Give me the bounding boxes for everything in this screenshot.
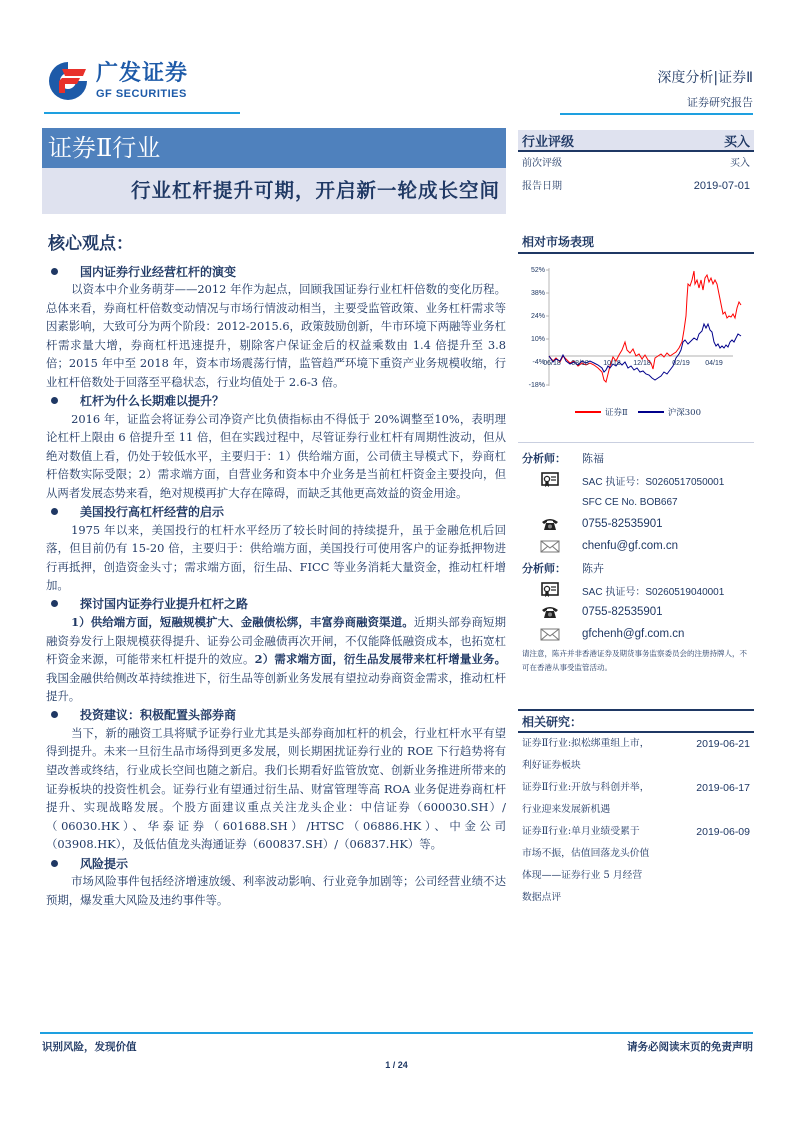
svg-text:-18%: -18%	[528, 382, 545, 389]
analyst-1-email-row	[518, 535, 754, 557]
section-heading: 投资建议：积极配置头部券商	[80, 708, 237, 723]
certificate-icon	[518, 582, 582, 598]
license-note: 请注意，陈卉并非香港证券及期货事务监察委员会的注册持牌人，不可在香港从事受监管活动。	[522, 649, 747, 672]
svg-text:06/18: 06/18	[543, 360, 561, 367]
svg-text:08/18: 08/18	[571, 360, 589, 367]
report-type: 深度分析|证券Ⅱ	[657, 70, 753, 86]
email-icon	[518, 540, 582, 553]
section-why-leverage-low	[46, 392, 506, 503]
relative-performance-chart	[518, 262, 754, 412]
svg-text:04/19: 04/19	[705, 360, 723, 367]
section-heading: 杠杆为什么长期难以提升？	[80, 394, 225, 409]
section-body: 当下，新的融资工具将赋予证券行业尤其是头部券商加杠杆的机会，行业杠杆水平有望得到提升。未来一旦衍生品市场得到更多发展，则长期困扰证券行业的 ROE 下行趋势将有望改善或终结，行业成长空间也随之新启。我们长期看好监管放宽、创新业务推进所带来的证券板块的投资性机会。证券行业有望通过衍生品、财富管理等高 ROA 业务促进券商杠杆提升、实现战略发展。个股方面建议重点关注龙头企业：中信证券（600030.SH）/（06030.HK）、华泰证券（601688.SH）/HTSC（06886.HK）、中金公司（03908.HK），及低估值龙头海通证券（600837.SH）/（06837.HK）等。	[46, 725, 506, 852]
sac-license: SAC 执证号：S0260517050001	[582, 476, 725, 488]
bullet-icon	[51, 397, 58, 404]
svg-text:10%: 10%	[530, 336, 545, 343]
analyst-info	[518, 442, 754, 675]
telephone-icon	[518, 605, 582, 619]
related-report[interactable]	[518, 777, 754, 821]
related-research	[518, 709, 754, 909]
section-path-to-leverage	[46, 595, 506, 706]
related-title: 证券Ⅱ行业:开放与科创并举，	[522, 782, 650, 793]
email-address[interactable]: chenfu@gf.com.cn	[582, 540, 679, 552]
section-heading: 探讨国内证券行业提升杠杆之路	[80, 597, 249, 612]
footer-slogan: 识别风险，发现价值	[42, 1041, 137, 1053]
core-views-heading: 核心观点：	[48, 234, 133, 254]
main-content	[46, 262, 506, 909]
related-title-cont: 数据点评	[522, 892, 562, 903]
report-date	[518, 175, 754, 198]
date-value: 2019-07-01	[693, 180, 750, 192]
bullet-icon	[51, 600, 58, 607]
svg-text:12/18: 12/18	[633, 360, 651, 367]
body-text: 我国金融供给侧改革持续推进下，衍生品等创新业务发展有望拉动券商资金需求，推动杠杆提升。	[46, 670, 506, 704]
email-address[interactable]: gfchenh@gf.com.cn	[582, 628, 685, 640]
section-body: 市场风险事件包括经济增速放缓、利率波动影响、行业竞争加剧等；公司经营业绩不达预期，爆发重大风险及违约事件等。	[46, 874, 506, 907]
section-body: 2016 年，证监会将证券公司净资产比负债指标由不得低于 20%调整至10%，表明理论杠杆上限由 6 倍提升至 11 倍，但在实践过程中，尽管证券行业杠杆有周期性波动，但从绝对数值上看，仍处于较低水平，主要归于：1）供给端方面，公司债主导模式下，券商杠杆倍数实际受限；2）需求端方面，自营业务和资本中介业务是当前杠杆资金主要投向，但从两者发展态势来看，绝对规模再扩大存在障碍，而缺乏其他更高效益的资金用途。	[46, 411, 506, 500]
emphasis-supply: 1）供给端方面，短融规模扩大、金融债松绑，丰富券商融资渠道。	[71, 614, 414, 629]
bullet-icon	[51, 860, 58, 867]
prev-rating-value: 买入	[730, 158, 750, 169]
bullet-icon	[51, 508, 58, 515]
section-us-ib-lessons	[46, 503, 506, 595]
body-text: 近期头部券商短期融资券发行上限规模获得提升、证券公司金融债再次开闸，不仅能降低融资成本，也拓宽杠杆资金来源，可能带来杠杆提升的效应。	[46, 614, 506, 667]
section-heading: 美国投行高杠杆经营的启示	[80, 505, 225, 520]
certificate-icon	[518, 472, 582, 488]
previous-rating	[518, 152, 754, 175]
header-divider-right	[560, 113, 753, 115]
phone-number: 0755-82535901	[582, 606, 663, 618]
legend-series-1: 证券Ⅱ	[604, 408, 628, 418]
sidebar	[518, 130, 754, 909]
section-body	[46, 613, 506, 706]
section-body: 1975 年以来，美国投行的杠杆水平经历了较长时间的持续提升，虽于金融危机后回落，但目前仍有 15-20 倍，主要归于：供给端方面，美国投行可使用客户的证券抵押物进行再抵押，创造资金头寸；需求端方面，衍生品、FICC 等业务消耗大量资金，推动杠杆增加。	[46, 522, 506, 593]
svg-text:02/19: 02/19	[672, 360, 690, 367]
svg-text:52%: 52%	[530, 267, 545, 274]
svg-text:38%: 38%	[530, 290, 545, 297]
page-number: 1 / 24	[385, 1060, 408, 1070]
section-heading: 国内证券行业经营杠杆的演变	[80, 264, 237, 279]
analyst-2-phone-row	[518, 601, 754, 623]
legend-series-2: 沪深300	[667, 408, 701, 418]
related-date: 2019-06-17	[696, 782, 750, 794]
related-title-cont: 行业迎来发展新机遇	[522, 804, 611, 815]
related-research-heading: 相关研究：	[518, 709, 754, 733]
footer-disclaimer-link[interactable]: 请务必阅读末页的免责声明	[627, 1041, 753, 1053]
bullet-icon	[51, 711, 58, 718]
gf-logo-icon	[46, 59, 90, 103]
bullet-icon	[51, 268, 58, 275]
header-divider-left	[44, 112, 240, 114]
related-report[interactable]	[518, 821, 754, 909]
related-title: 证券Ⅱ行业:单月业绩受累于	[522, 826, 640, 837]
rating-label: 行业评级	[522, 134, 575, 150]
related-date: 2019-06-09	[696, 826, 750, 838]
svg-text:24%: 24%	[530, 313, 545, 320]
section-heading: 风险提示	[80, 856, 129, 871]
svg-text:10/18: 10/18	[603, 360, 621, 367]
date-label: 报告日期	[522, 181, 562, 192]
analyst-2-name-row	[518, 557, 754, 579]
sfc-license: SFC CE No. BOB667	[582, 496, 678, 508]
analyst-1-name-row	[518, 447, 754, 469]
related-title: 证券Ⅱ行业:拟松绑重组上市，	[522, 738, 650, 749]
relative-performance-heading: 相对市场表现	[518, 232, 754, 254]
email-icon	[518, 628, 582, 641]
sector-banner: 证券Ⅱ行业	[42, 128, 506, 168]
section-risk-warning	[46, 854, 506, 909]
analyst-2-sac-row	[518, 579, 754, 601]
svg-text:-4%: -4%	[532, 359, 545, 366]
logo-chinese-name: 广发证券	[96, 61, 189, 86]
sac-license: SAC 执证号：S0260519040001	[582, 586, 725, 598]
related-report[interactable]	[518, 733, 754, 777]
analyst-2-email-row	[518, 623, 754, 645]
section-leverage-evolution	[46, 262, 506, 392]
industry-rating	[518, 130, 754, 152]
emphasis-demand: 2）需求端方面，衍生品发展带来杠杆增量业务。	[254, 652, 506, 667]
report-title: 行业杠杆提升可期，开启新一轮成长空间	[42, 168, 506, 214]
section-body: 以资本中介业务萌芽——2012 年作为起点，回顾我国证券行业杠杆倍数的变化历程。总体来看，券商杠杆倍数变动情况与市场行情波动相当，主要受监管政策、业务杠杆需求等因素影响，大致可分为两个阶段：2012-2015.6，政策鼓励创新，牛市环境下两融等业务杠杆需求量大增，券商杠杆迅速提升，剔除客户保证金后的权益乘数由 1.4 倍提升至 3.8 倍；2015 年中至 2018 年，资本市场震荡行情，监管趋严环境下重资产业务规模收缩，行业杠杆倍数处于回落至平稳状态，行业均值处于 2.6-3 倍。	[46, 282, 506, 389]
section-investment-advice	[46, 706, 506, 854]
prev-rating-label: 前次评级	[522, 158, 562, 169]
analyst-name: 陈福	[582, 452, 604, 465]
analyst-label: 分析师：	[522, 452, 566, 465]
report-category: 证券研究报告	[687, 96, 753, 109]
report-header	[657, 68, 753, 112]
analyst-label: 分析师：	[522, 562, 566, 575]
related-title-cont: 市场不振，估值回落龙头价值	[522, 848, 650, 859]
logo-english-name: GF SECURITIES	[96, 88, 187, 100]
analyst-name: 陈卉	[582, 562, 604, 575]
company-logo	[46, 56, 246, 106]
telephone-icon	[518, 517, 582, 531]
related-date: 2019-06-21	[696, 738, 750, 750]
related-title-cont: 体现——证券行业 5 月经营	[522, 870, 643, 881]
line-chart	[518, 262, 754, 412]
analyst-1-sac-row	[518, 469, 754, 491]
rating-value: 买入	[723, 134, 750, 150]
related-title-cont: 利好证券板块	[522, 760, 581, 771]
phone-number: 0755-82535901	[582, 518, 663, 530]
footer-divider	[40, 1032, 753, 1034]
analyst-1-phone-row	[518, 513, 754, 535]
analyst-1-sfc-row	[518, 491, 754, 513]
